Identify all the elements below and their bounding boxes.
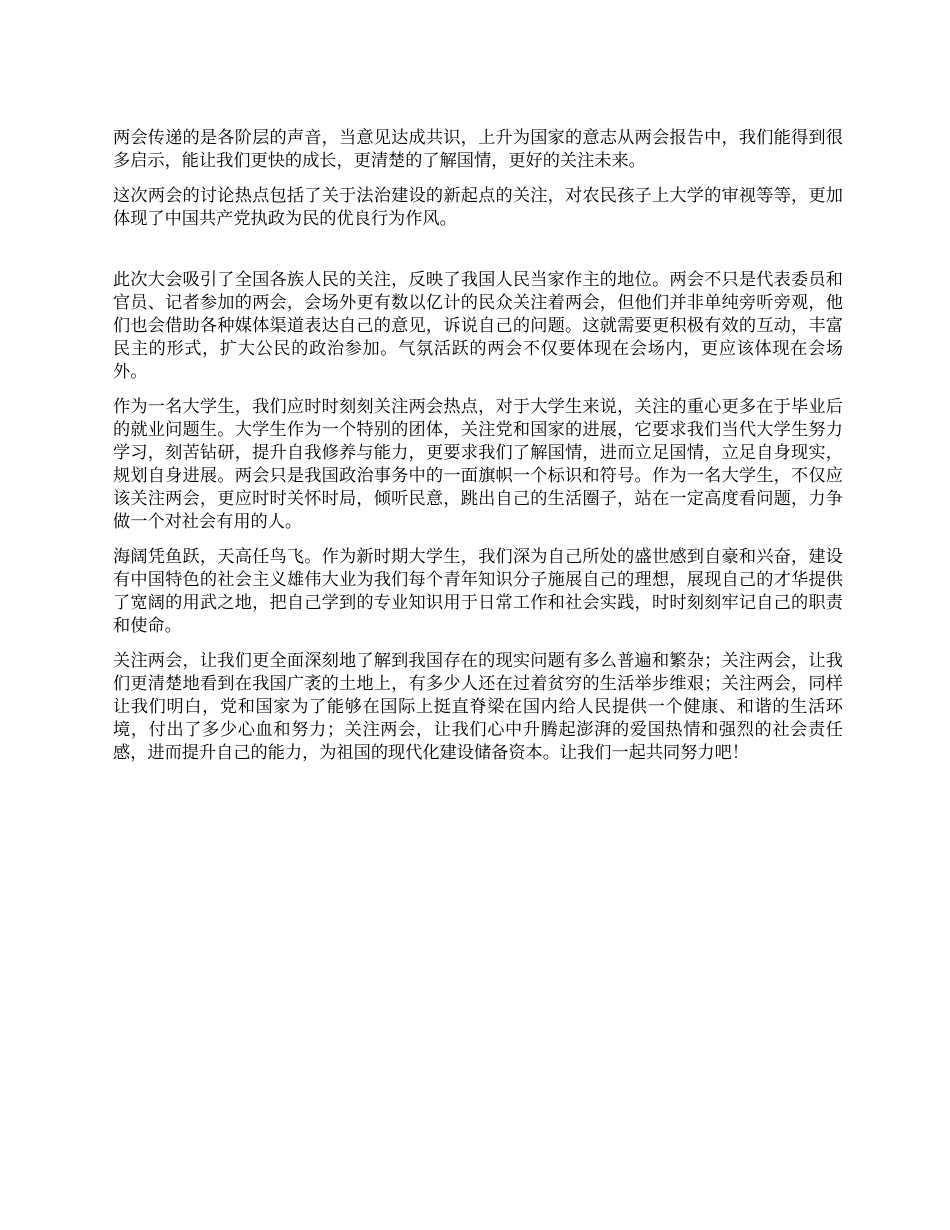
paragraph-5: 海阔凭鱼跃，天高任鸟飞。作为新时期大学生，我们深为自己所处的盛世感到自豪和兴奋，建设有中国特色的社会主义雄伟大业为我们每个青年知识分子施展自己的理想，展现自己的才华提供了宽阔的用武之地，把自己学到的专业知识用于日常工作和社会实践，时时刻刻牢记自己的职责和使命。: [113, 547, 843, 636]
paragraph-2: 这次两会的讨论热点包括了关于法治建设的新起点的关注，对农民孩子上大学的审视等等，更加体现了中国共产党执政为民的优良行为作风。: [113, 186, 843, 229]
document-body: [113, 127, 843, 777]
paragraph-spacer: [113, 243, 843, 269]
paragraph-4: 作为一名大学生，我们应时时刻刻关注两会热点，对于大学生来说，关注的重心更多在于毕业后的就业问题生。大学生作为一个特别的团体，关注党和国家的进展，它要求我们当代大学生努力学习，刻苦钻研，提升自我修养与能力，更要求我们了解国情，进而立足国情，立足自身现实，规划自身进展。两会只是我国政治事务中的一面旗帜一个标识和符号。作为一名大学生，不仅应该关注两会，更应时时关怀时局，倾听民意，跳出自己的生活圈子，站在一定高度看问题，力争做一个对社会有用的人。: [113, 397, 843, 532]
paragraph-1: 两会传递的是各阶层的声音，当意见达成共识，上升为国家的意志从两会报告中，我们能得到很多启示，能让我们更快的成长，更清楚的了解国情，更好的关注未来。: [113, 128, 843, 171]
paragraph-3: 此次大会吸引了全国各族人民的关注，反映了我国人民当家作主的地位。两会不只是代表委员和官员、记者参加的两会，会场外更有数以亿计的民众关注着两会，但他们并非单纯旁听旁观，他们也会借助各种媒体渠道表达自己的意见，诉说自己的问题。这就需要更积极有效的互动，丰富民主的形式，扩大公民的政治参加。气氛活跃的两会不仅要体现在会场内，更应该体现在会场外。: [113, 270, 843, 382]
paragraph-6: 关注两会，让我们更全面深刻地了解到我国存在的现实问题有多么普遍和繁杂；关注两会，让我们更清楚地看到在我国广袤的土地上，有多少人还在过着贫穷的生活举步维艰；关注两会，同样让我们明白，党和国家为了能够在国际上挺直脊梁在国内给人民提供一个健康、和谐的生活环境，付出了多少心血和努力；关注两会，让我们心中升腾起澎湃的爱国热情和强烈的社会责任感，进而提升自己的能力，为祖国的现代化建设储备资本。让我们一起共同努力吧！: [113, 651, 843, 763]
